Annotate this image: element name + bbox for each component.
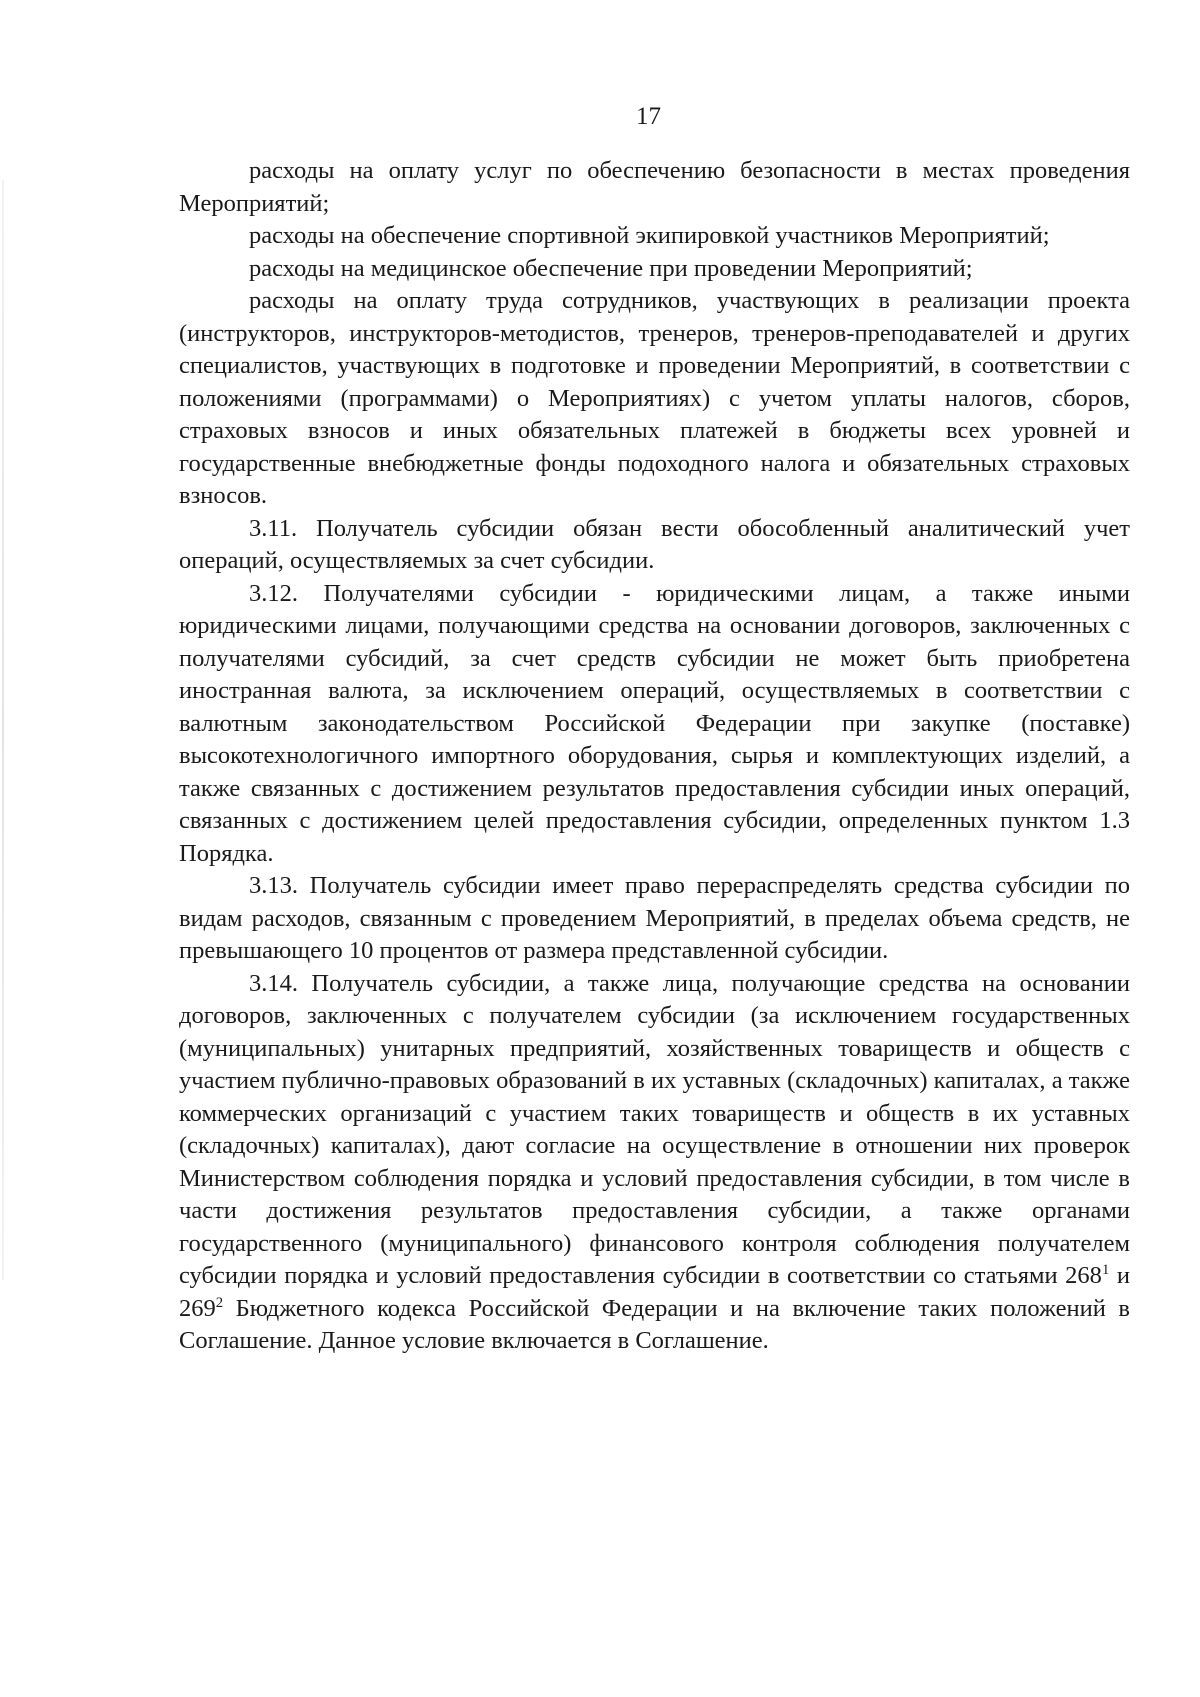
document-body [179, 155, 1130, 1358]
paragraph-3-13: 3.13. Получатель субсидии имеет право перераспределять средства субсидии по видам расходов, связанным с проведением Мероприятий, в пределах объема средств, не превышающего 10 процентов от размера представленной субсидии. [179, 872, 1130, 964]
scan-edge-mark [2, 180, 4, 1280]
paragraph-3-11: 3.11. Получатель субсидии обязан вести обособленный аналитический учет операций, осуществляемых за счет субсидии. [179, 514, 1130, 574]
paragraph-security-costs: расходы на оплату услуг по обеспечению безопасности в местах проведения Мероприятий; [179, 157, 1130, 217]
paragraph-3-14-text-middle: и 269 [179, 1262, 1130, 1322]
paragraph-medical-costs: расходы на медицинское обеспечение при проведении Мероприятий; [249, 254, 973, 282]
paragraph-3-14-text-before: 3.14. Получатель субсидии, а также лица, получающие средства на основании договоров, заключенных с получателем субсидии (за исключением государственных (муниципальных) унитарных предприятий, хозяйственных товариществ и обществ с участием публично-правовых образований в их уставных (складочных) капиталах, а также коммерческих организаций с участием таких товариществ и обществ в их уставных (складочных) капиталах), дают согласие на осуществление в отношении них проверок Министерством соблюдения порядка и условий предоставления субсидии, в том числе в части достижения результатов предоставления субсидии, а также органами государственного (муниципального) финансового контроля соблюдения получателем субсидии порядка и условий предоставления субсидии в соответствии со статьями 268 [179, 969, 1130, 1289]
paragraph-3-12: 3.12. Получателями субсидии - юридическими лицам, а также иными юридическими лицами, получающими средства на основании договоров, заключенных с получателями субсидий, за счет средств субсидии не может быть приобретена иностранная валюта, за исключением операций, осуществляемых в соответствии с валютным законодательством Российской Федерации при закупке (поставке) высокотехнологичного импортного оборудования, сырья и комплектующих изделий, а также связанных с достижением результатов предоставления субсидии иных операций, связанных с достижением целей предоставления субсидии, определенных пунктом 1.3 Порядка. [179, 579, 1130, 867]
paragraph-labor-costs: расходы на оплату труда сотрудников, участвующих в реализации проекта (инструкторов, инструкторов-методистов, тренеров, тренеров-преподавателей и других специалистов, участвующих в подготовке и проведении Мероприятий, в соответствии с положениями (программами) о Мероприятиях) с учетом уплаты налогов, сборов, страховых взносов и иных обязательных платежей в бюджеты всех уровней и государственные внебюджетные фонды подоходного налога и обязательных страховых взносов. [179, 287, 1130, 509]
footnote-superscript-1: 1 [1101, 1261, 1110, 1278]
page-number: 17 [636, 103, 661, 130]
paragraph-3-14-text-after: Бюджетного кодекса Российской Федерации и на включение таких положений в Соглашение. Данное условие включается в Соглашение. [179, 1294, 1130, 1354]
paragraph-equipment-costs: расходы на обеспечение спортивной экипировкой участников Мероприятий; [249, 222, 1050, 249]
footnote-superscript-2: 2 [215, 1294, 224, 1311]
paragraph-3-14 [179, 968, 1130, 1358]
